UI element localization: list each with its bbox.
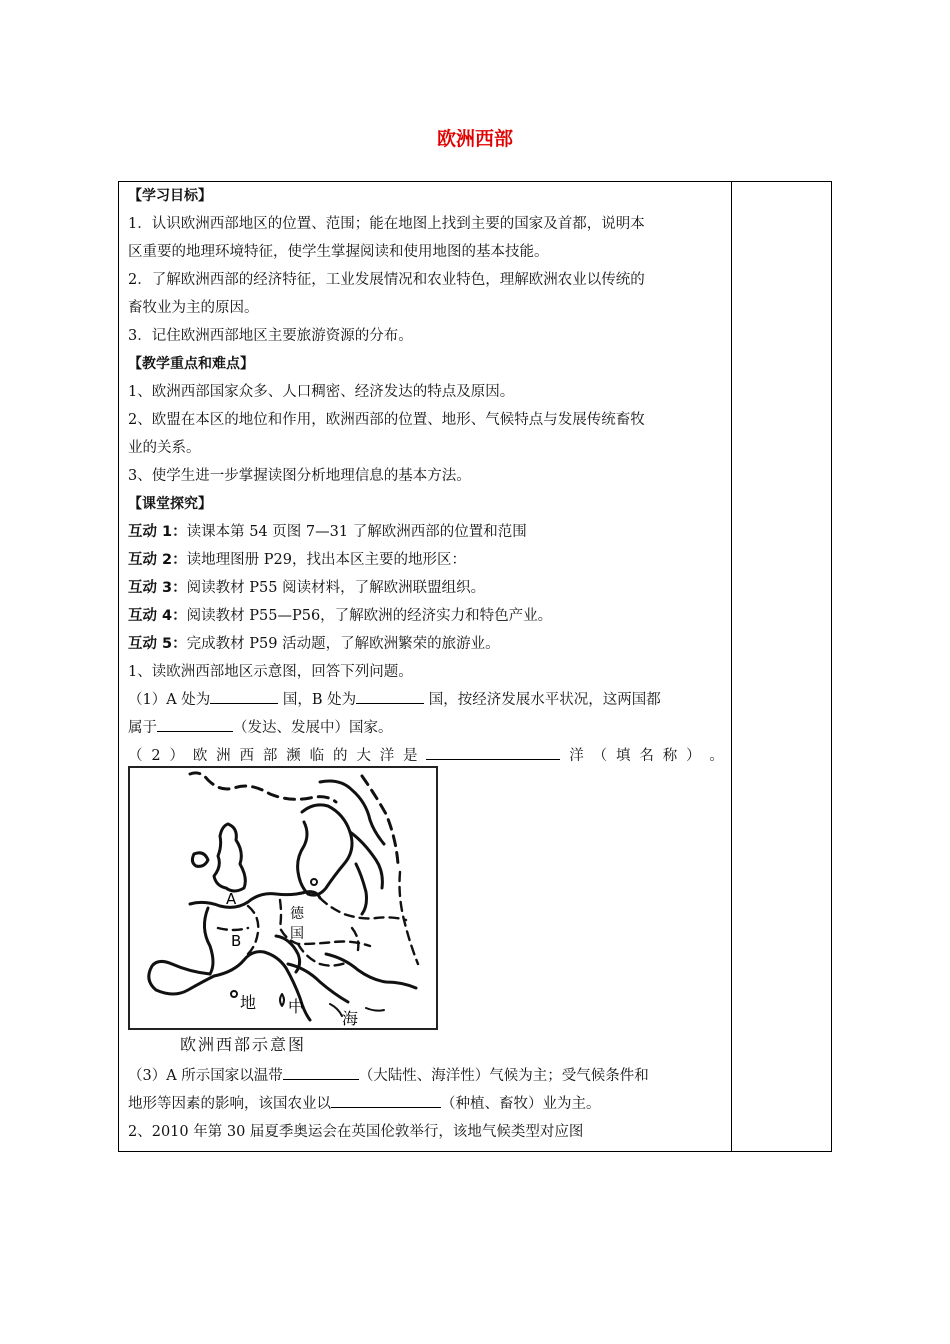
map-label-a: A — [226, 890, 237, 908]
q1-text: 地形等因素的影响，该国农业以 — [128, 1096, 331, 1112]
q2-char: 。 — [709, 748, 724, 764]
interaction-item — [128, 574, 724, 602]
question-1-intro: 1、读欧洲西部地区示意图，回答下列问题。 — [128, 664, 413, 680]
table-column-divider — [731, 181, 732, 1152]
question-1-part-3-cont — [128, 1090, 724, 1118]
q2-char: 洋 — [569, 748, 584, 764]
heading-learning-goals: 【学习目标】 — [128, 188, 212, 204]
interaction-item — [128, 546, 724, 574]
q2-char: 西 — [239, 748, 255, 764]
answer-blank-development[interactable] — [157, 714, 233, 732]
map-label-germany-1: 德 — [290, 906, 304, 922]
keypoint-line: 3、使学生进一步掌握读图分析地理信息的基本方法。 — [128, 468, 471, 484]
answer-blank-agriculture[interactable] — [331, 1090, 441, 1108]
q2-char: 是 — [403, 748, 418, 764]
question-2: 2、2010 年第 30 届夏季奥运会在英国伦敦举行，该地气候类型对应图 — [128, 1124, 584, 1140]
interaction-label: 互动 4： — [128, 608, 187, 624]
interaction-text: 完成教材 P59 活动题，了解欧洲繁荣的旅游业。 — [186, 636, 500, 652]
map-label-sea-1: 地 — [240, 993, 257, 1012]
map-label-b: B — [231, 932, 242, 950]
interaction-text: 读课本第 54 页图 7—31 了解欧洲西部的位置和范围 — [186, 524, 527, 540]
q1-text: 国，B 处为 — [282, 692, 357, 708]
map-caption: 欧洲西部示意图 — [180, 1035, 307, 1054]
q2-char: 称 — [662, 748, 678, 764]
q1-text: 国，按经济发展水平状况，这两国都 — [428, 692, 661, 708]
q1-text: （1）A 处为 — [128, 692, 211, 708]
keypoint-line: 2、欧盟在本区的地位和作用，欧洲西部的位置、地形、气候特点与发展传统畜牧 — [128, 412, 645, 428]
question-1-part-3 — [128, 1062, 724, 1090]
q2-char: 欧 — [192, 748, 208, 764]
interaction-label: 互动 2： — [128, 552, 187, 568]
interaction-text: 读地理图册 P29，找出本区主要的地形区： — [186, 552, 466, 568]
interaction-item — [128, 630, 724, 658]
goal-line: 3．记住欧洲西部地区主要旅游资源的分布。 — [128, 328, 413, 344]
q2-char: 填 — [615, 748, 631, 764]
q2-char: ） — [169, 748, 184, 764]
interaction-text: 阅读教材 P55—P56，了解欧洲的经济实力和特色产业。 — [186, 608, 553, 624]
interaction-text: 阅读教材 P55 阅读材料，了解欧洲联盟组织。 — [186, 580, 486, 596]
q2-char: 的 — [332, 748, 348, 764]
goal-line: 2．了解欧洲西部的经济特征，工业发展情况和农业特色，理解欧洲农业以传统的 — [128, 272, 645, 288]
keypoint-line: 1、欧洲西部国家众多、人口稠密、经济发达的特点及原因。 — [128, 384, 515, 400]
question-1-part-1-cont — [128, 714, 724, 742]
q1-text: （大陆性、海洋性）气候为主；受气候条件和 — [358, 1068, 649, 1084]
q2-char: 濒 — [286, 748, 301, 764]
heading-inquiry: 【课堂探究】 — [128, 496, 212, 512]
q2-char: 临 — [309, 748, 325, 764]
q1-text: （种植、畜牧）业为主。 — [441, 1096, 601, 1112]
question-1-part-1 — [128, 686, 724, 714]
q2-char: 大 — [356, 748, 371, 764]
q2-char: ） — [686, 748, 701, 764]
interaction-item — [128, 518, 724, 546]
document-title: 欧洲西部 — [436, 128, 513, 150]
keypoint-line: 业的关系。 — [128, 440, 201, 456]
q2-char: 洋 — [379, 748, 395, 764]
heading-key-points: 【教学重点和难点】 — [128, 356, 254, 372]
q2-char: 部 — [262, 748, 278, 764]
answer-blank-a[interactable] — [210, 686, 278, 704]
q1-text: 属于 — [128, 720, 157, 736]
interaction-label: 互动 5： — [128, 636, 187, 652]
q1-text: （3）A 所示国家以温带 — [128, 1068, 283, 1084]
q2-char: （ — [128, 748, 143, 764]
goal-line: 1．认识欧洲西部地区的位置、范围；能在地图上找到主要的国家及首都，说明本 — [128, 216, 645, 232]
goal-line: 区重要的地理环境特征，使学生掌握阅读和使用地图的基本技能。 — [128, 244, 549, 260]
map-label-germany-2: 国 — [290, 926, 304, 942]
map-drawing — [130, 768, 436, 1028]
answer-blank-ocean[interactable] — [426, 742, 560, 760]
europe-west-map — [128, 766, 438, 1030]
q2-char: 名 — [639, 748, 654, 764]
interaction-label: 互动 1： — [128, 524, 187, 540]
goal-line: 畜牧业为主的原因。 — [128, 300, 259, 316]
map-label-sea-3: 海 — [342, 1009, 359, 1028]
interaction-label: 互动 3： — [128, 580, 187, 596]
q2-char: 洲 — [216, 748, 231, 764]
q2-char: （ — [592, 748, 608, 764]
q1-text: （发达、发展中）国家。 — [233, 720, 393, 736]
q2-char: 2 — [151, 748, 161, 764]
answer-blank-b[interactable] — [356, 686, 424, 704]
main-content — [128, 182, 724, 770]
interaction-item — [128, 602, 724, 630]
answer-blank-climate[interactable] — [283, 1062, 359, 1080]
lower-content — [128, 1062, 724, 1146]
map-label-sea-2: 中 — [288, 997, 305, 1016]
